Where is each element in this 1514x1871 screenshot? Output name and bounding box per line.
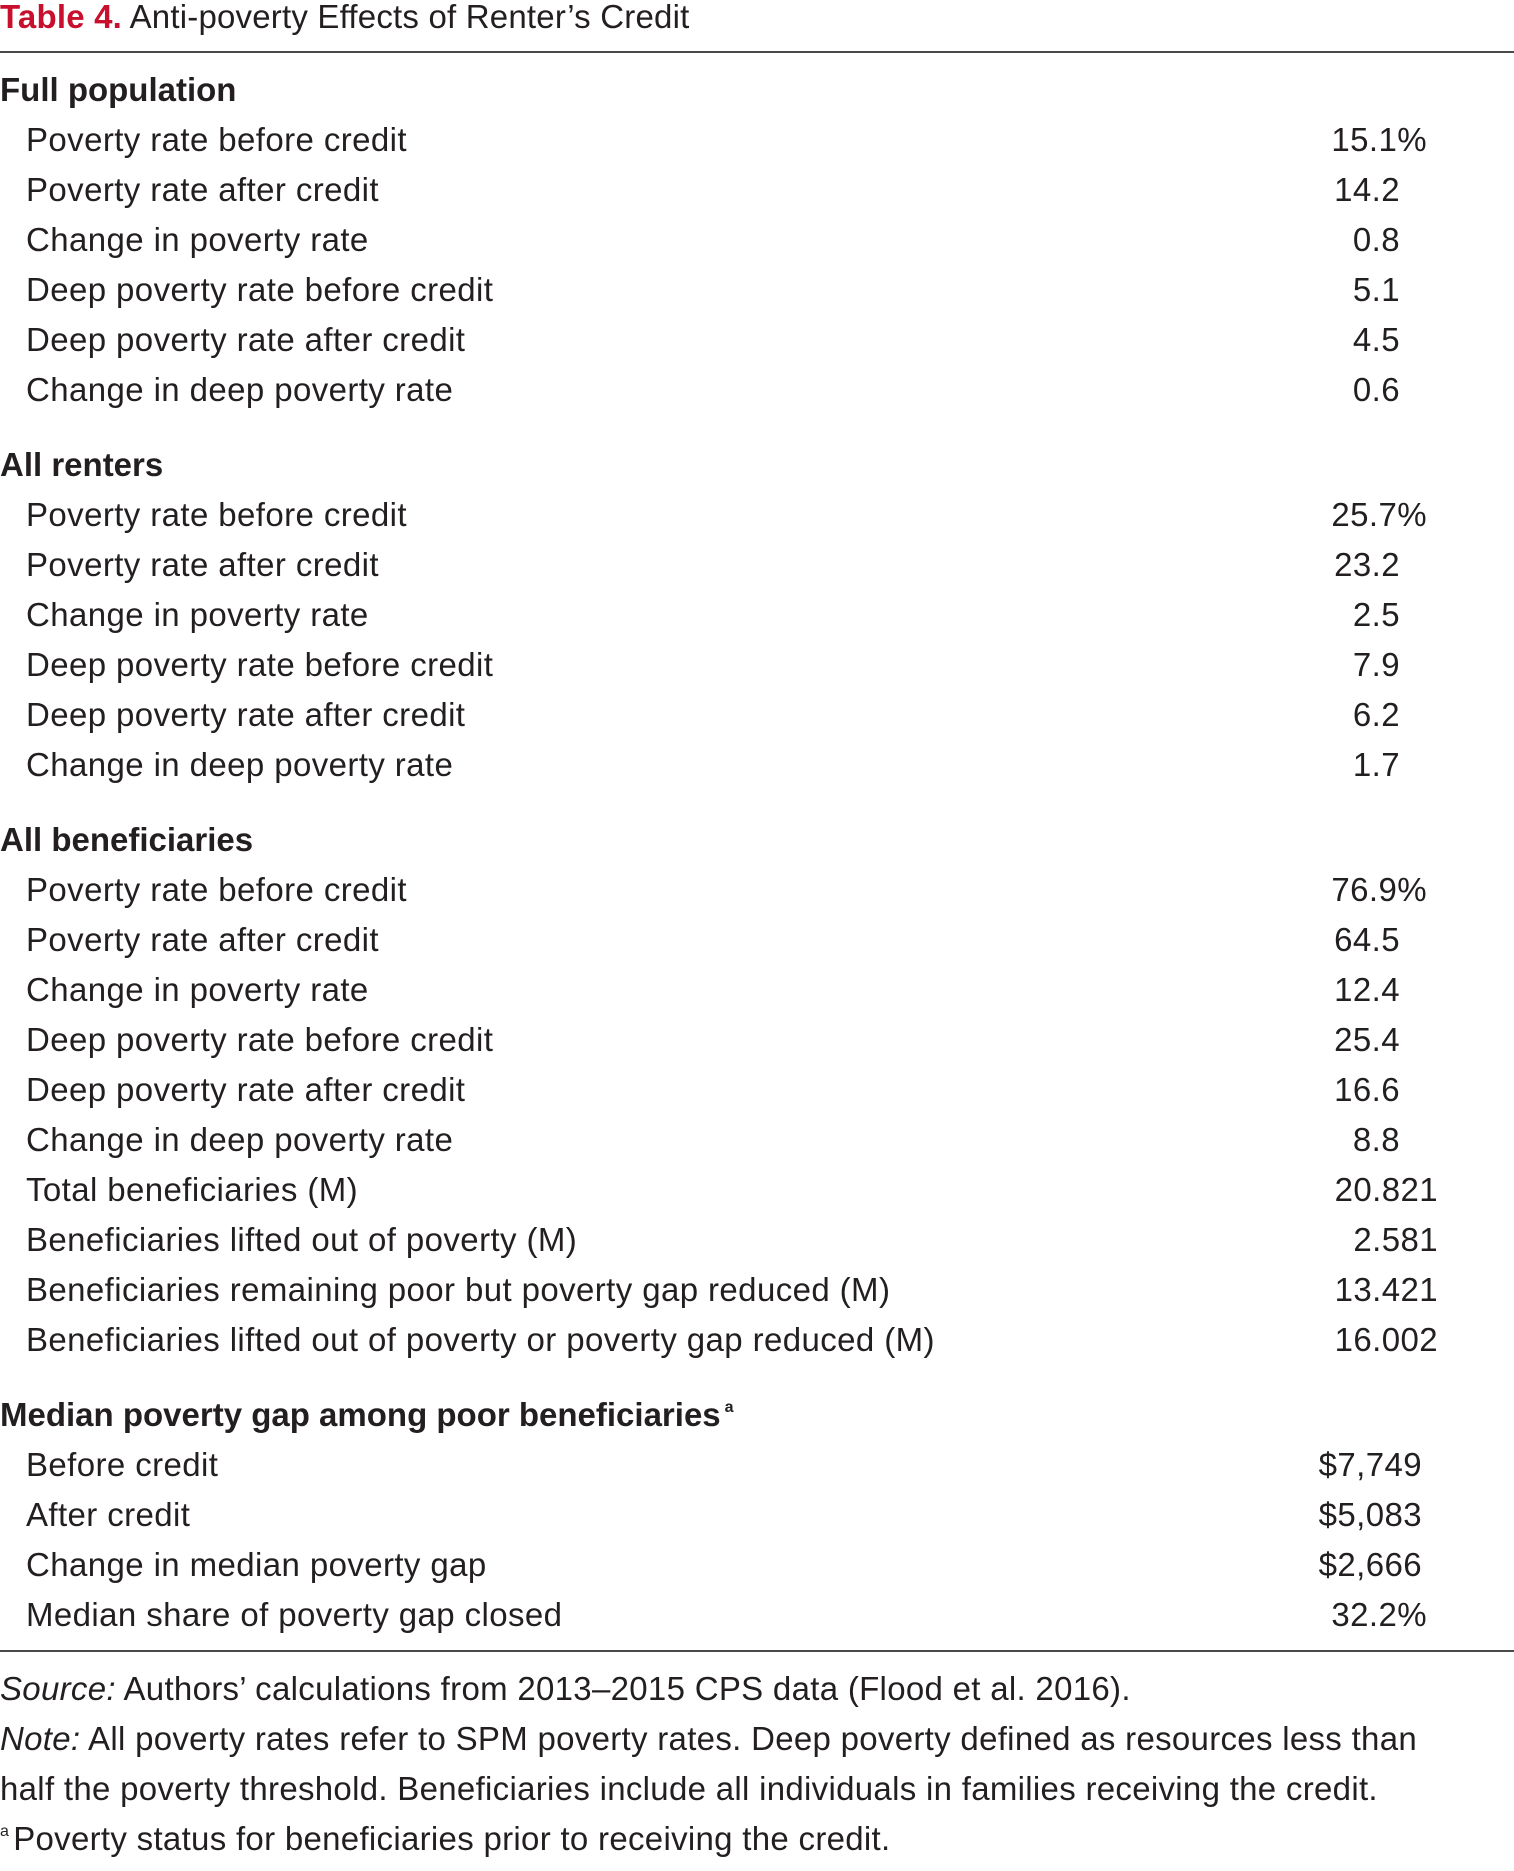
row-label: Deep poverty rate before credit (26, 1021, 494, 1058)
row-label: Change in median poverty gap (26, 1546, 487, 1583)
row-label: Change in poverty rate (26, 971, 369, 1008)
section-spacer (0, 790, 1514, 815)
table-row (0, 1165, 1514, 1215)
row-value: 0.8 (1352, 221, 1400, 258)
table-row (0, 640, 1514, 690)
table-row (0, 1540, 1514, 1590)
source-label: Source: (0, 1670, 116, 1707)
row-value: 25.7% (1331, 496, 1427, 533)
footnote-text: Poverty status for beneficiaries prior to receiving the credit. (13, 1820, 891, 1857)
row-label: After credit (26, 1496, 191, 1533)
row-label: Before credit (26, 1446, 219, 1483)
row-value: 5.1 (1352, 271, 1400, 308)
table-row (0, 115, 1514, 165)
row-value: 14.2 (1334, 171, 1400, 208)
row-value: 76.9% (1331, 871, 1427, 908)
row-label: Deep poverty rate after credit (26, 1071, 466, 1108)
table-number: Table 4. (0, 0, 123, 35)
table-row (0, 690, 1514, 740)
row-value: 0.6 (1352, 371, 1400, 408)
row-value: 16.6 (1334, 1071, 1400, 1108)
row-value: 25.4 (1334, 1021, 1400, 1058)
row-value: 8.8 (1352, 1121, 1400, 1158)
row-value: 20.821 (1334, 1171, 1438, 1208)
table-row (0, 315, 1514, 365)
row-label: Deep poverty rate before credit (26, 646, 494, 683)
note-label: Note: (0, 1720, 81, 1757)
row-label: Poverty rate before credit (26, 496, 407, 533)
table-row (0, 1440, 1514, 1490)
table-row (0, 365, 1514, 415)
row-value: 15.1% (1331, 121, 1427, 158)
row-label: Beneficiaries lifted out of poverty or poverty gap reduced (M) (26, 1321, 935, 1358)
table-row (0, 540, 1514, 590)
row-value: 12.4 (1334, 971, 1400, 1008)
row-value: 6.2 (1352, 696, 1400, 733)
row-value: 2.581 (1353, 1221, 1438, 1258)
source-line (0, 1664, 1514, 1714)
row-label: Poverty rate after credit (26, 171, 379, 208)
footnote-marker: a (724, 1399, 734, 1416)
table-caption (0, 0, 689, 50)
footnote-marker: a (0, 1823, 10, 1840)
table-row (0, 1015, 1514, 1065)
note-line (0, 1714, 1514, 1764)
bottom-rule (0, 1650, 1514, 1652)
row-value: 32.2% (1331, 1596, 1427, 1633)
row-value: 64.5 (1334, 921, 1400, 958)
row-label: Deep poverty rate after credit (26, 696, 466, 733)
footnote-line (0, 1814, 1514, 1871)
row-label: Change in poverty rate (26, 596, 369, 633)
row-value: 7.9 (1352, 646, 1400, 683)
table-notes (0, 1664, 1514, 1871)
row-label: Change in deep poverty rate (26, 1121, 454, 1158)
row-value: 2.5 (1352, 596, 1400, 633)
table-row (0, 915, 1514, 965)
table-row (0, 1265, 1514, 1315)
section-heading-all-renters: All renters (0, 446, 164, 483)
table-row (0, 265, 1514, 315)
section-heading-text: Median poverty gap among poor beneficiaries (0, 1396, 721, 1433)
note-line-2: half the poverty threshold. Beneficiaries include all individuals in families receiving the credit. (0, 1770, 1378, 1807)
row-value: 16.002 (1334, 1321, 1438, 1358)
row-label: Poverty rate before credit (26, 121, 407, 158)
table-row (0, 1490, 1514, 1540)
table-row (0, 1215, 1514, 1265)
note-text-line1: All poverty rates refer to SPM poverty rates. Deep poverty defined as resources less than (88, 1720, 1418, 1757)
table-row (0, 1115, 1514, 1165)
row-label: Poverty rate after credit (26, 921, 379, 958)
row-value: $7,749 (1318, 1446, 1422, 1483)
row-value: 4.5 (1352, 321, 1400, 358)
row-label: Deep poverty rate before credit (26, 271, 494, 308)
table-row (0, 1315, 1514, 1365)
table-row (0, 740, 1514, 790)
section-heading-full-population: Full population (0, 71, 237, 108)
section-heading-all-beneficiaries: All beneficiaries (0, 821, 254, 858)
row-label: Change in poverty rate (26, 221, 369, 258)
row-value: 1.7 (1352, 746, 1400, 783)
row-label: Median share of poverty gap closed (26, 1596, 563, 1633)
row-label: Deep poverty rate after credit (26, 321, 466, 358)
section-heading-median-poverty-gap (0, 1390, 1514, 1440)
row-label: Change in deep poverty rate (26, 371, 454, 408)
row-label: Change in deep poverty rate (26, 746, 454, 783)
row-label: Total beneficiaries (M) (26, 1171, 358, 1208)
data-table (0, 65, 1514, 1640)
table-row (0, 215, 1514, 265)
table-row (0, 1065, 1514, 1115)
row-value: $5,083 (1318, 1496, 1422, 1533)
row-label: Poverty rate after credit (26, 546, 379, 583)
table-row (0, 865, 1514, 915)
row-value: 23.2 (1334, 546, 1400, 583)
section-spacer (0, 1365, 1514, 1390)
table-row (0, 165, 1514, 215)
table-row (0, 590, 1514, 640)
table-row (0, 490, 1514, 540)
table-row (0, 965, 1514, 1015)
row-value: 13.421 (1334, 1271, 1438, 1308)
source-text: Authors’ calculations from 2013–2015 CPS data (Flood et al. 2016). (123, 1670, 1131, 1707)
row-value: $2,666 (1318, 1546, 1422, 1583)
table-title: Anti-poverty Effects of Renter’s Credit (129, 0, 690, 35)
section-spacer (0, 415, 1514, 440)
row-label: Poverty rate before credit (26, 871, 407, 908)
table-row (0, 1590, 1514, 1640)
row-label: Beneficiaries remaining poor but poverty gap reduced (M) (26, 1271, 891, 1308)
row-label: Beneficiaries lifted out of poverty (M) (26, 1221, 578, 1258)
top-rule (0, 51, 1514, 53)
